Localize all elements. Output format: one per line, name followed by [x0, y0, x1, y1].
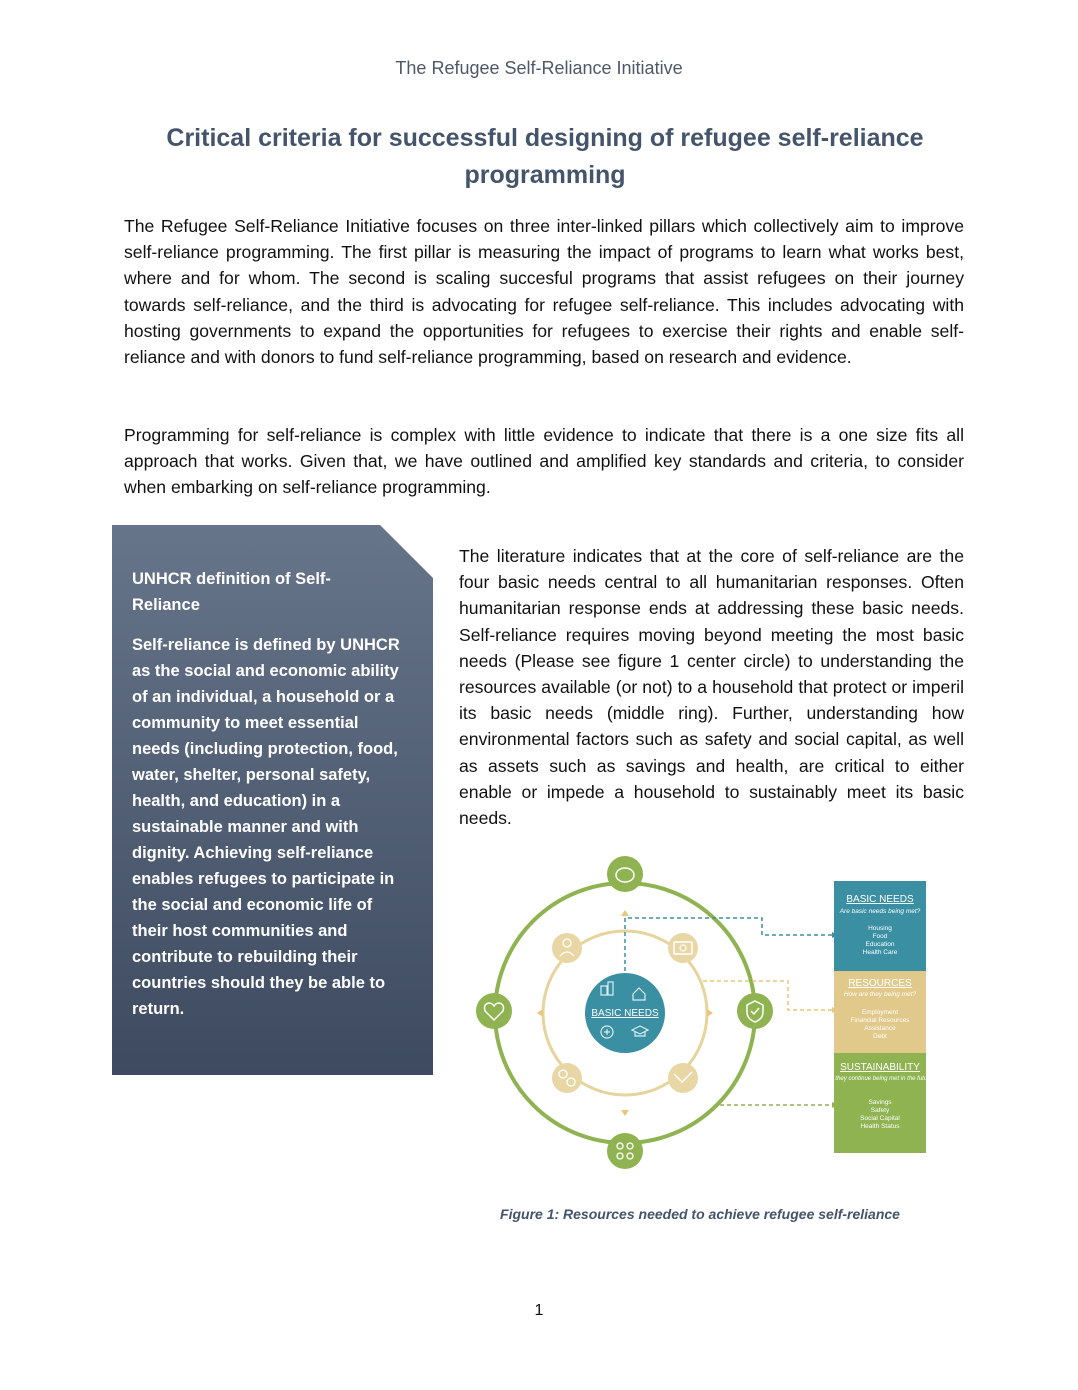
panel-item: Health Status: [860, 1123, 900, 1130]
page-title: Critical criteria for successful designing of refugee self-reliance programming: [166, 124, 924, 189]
panel-title: BASIC NEEDS: [846, 894, 914, 905]
worker-icon: [552, 933, 582, 963]
panel-item: Health Care: [862, 949, 898, 956]
self-reliance-diagram: [470, 848, 940, 1178]
programming-paragraph: Programming for self-reliance is complex with little evidence to indicate that there is a one size fits all approach that works. Given that, we have outlined and amplified key standards and criteria, to consider when embarking on self-reliance programming.: [124, 425, 964, 498]
sidebar-body: Self-reliance is defined by UNHCR as the social and economic ability of an individual, a household or a community to meet essential needs (including protection, food, water, shelter, personal safety, health, and education) in a sustainable manner and with dignity. Achieving self-reliance enables refugees to participate in the social and economic life of their host communities and contribute to rebuilding their countries should they be able to return.: [132, 636, 400, 1018]
sidebar-heading: UNHCR definition of Self-Reliance: [132, 570, 331, 614]
money-icon: [668, 933, 698, 963]
literature-paragraph: The literature indicates that at the core of self-reliance are the four basic needs central to all humanitarian responses. Often humanitarian response ends at addressing these basic needs. Self-reliance requires moving beyond meeting the most basic needs (Please see figure 1 center circle) to understanding the resources available (or not) to a household that protect or imperil its basic needs (middle ring). Further, understanding how environmental factors such as safety and social capital, as well as assets such as savings and health, are critical to either enable or impede a household to sustainably meet its basic needs.: [459, 546, 964, 829]
center-label: BASIC NEEDS: [591, 1008, 659, 1019]
panel-question: Will they continue being met in the future?: [824, 1076, 936, 1082]
panel-title: RESOURCES: [848, 978, 912, 989]
panel-basic-needs: [834, 881, 926, 971]
panel-sustainability: [824, 1053, 936, 1153]
panel-item: Social Capital: [860, 1115, 900, 1122]
intro-paragraph: The Refugee Self-Reliance Initiative focuses on three inter-linked pillars which collectively aim to improve self-reliance programming. The first pillar is measuring the impact of programs to learn what works best, where and for whom. The second is scaling succesful programs that assist refugees on their journey towards self-reliance, and the third is advocating for refugee self-reliance. This includes advocating with hosting governments to expand the opportunities for refugees to exercise their rights and enable self-reliance and with donors to fund self-reliance programming, based on research and evidence.: [124, 216, 964, 368]
panel-item: Financial Resources: [850, 1017, 910, 1024]
panel-item: Savings: [868, 1099, 892, 1106]
panel-item: Employment: [861, 1009, 899, 1016]
panel-item: Assistance: [864, 1025, 896, 1032]
shield-check-icon: [737, 993, 773, 1029]
hand-coins-icon: [552, 1063, 582, 1093]
community-icon: [607, 1133, 643, 1169]
handshake-icon: [668, 1063, 698, 1093]
panel-resources: [834, 971, 926, 1053]
panel-item: Safety: [870, 1107, 890, 1114]
heart-hands-icon: [476, 993, 512, 1029]
panel-question: How are they being met?: [843, 991, 917, 998]
panel-item: Debt: [873, 1033, 887, 1040]
panel-item: Education: [865, 941, 895, 948]
panel-item: Food: [872, 933, 888, 940]
piggy-bank-icon: [607, 856, 643, 892]
panel-question: Are basic needs being met?: [839, 908, 921, 915]
self-reliance-figure: [470, 848, 940, 1178]
page-number: 1: [534, 1302, 544, 1319]
panel-item: Housing: [868, 925, 892, 932]
figure-caption: Figure 1: Resources needed to achieve refugee self-reliance: [500, 1206, 900, 1222]
running-header: The Refugee Self-Reliance Initiative: [395, 58, 683, 78]
panel-title: SUSTAINABILITY: [840, 1062, 920, 1073]
